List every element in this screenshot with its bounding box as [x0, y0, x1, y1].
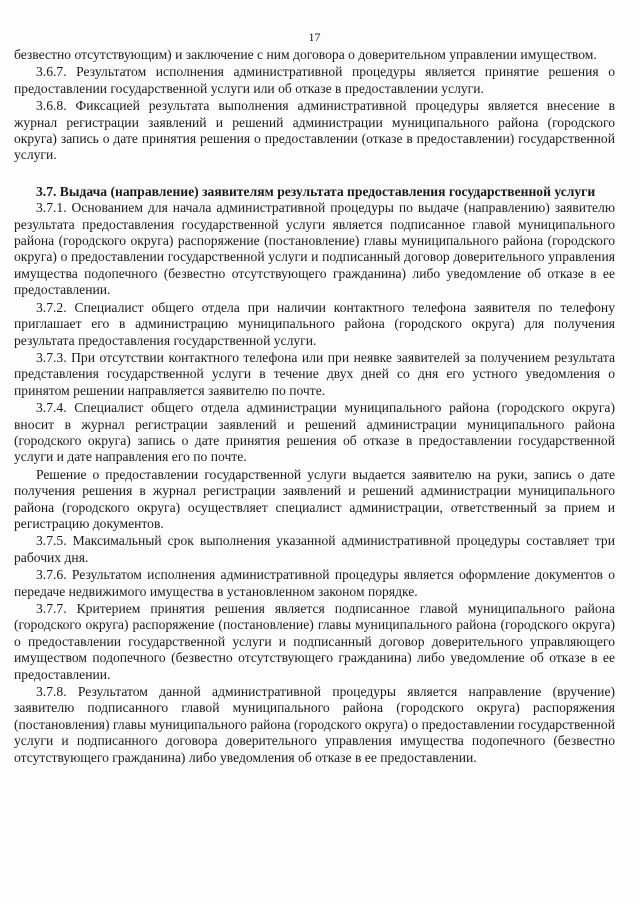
paragraph-3-7-6: 3.7.6. Результатом исполнения административной процедуры является оформление документов о передаче недвижимого имущества в установленном законом порядке. — [14, 567, 615, 599]
paragraph-3-6-8: 3.6.8. Фиксацией результата выполнения административной процедуры является внесение в журнал регистрации заявлений и решений администрации муниципального района (городского округа) запись о дате принятия решения о предоставлении (отказе в предоставлении) государственной услуги. — [14, 98, 615, 163]
section-heading-3-7: 3.7. Выдача (направление) заявителям результата предоставления государственной услуги — [36, 183, 596, 199]
paragraph-3-7-1: 3.7.1. Основанием для начала административной процедуры по выдаче (направлению) заявителю результата предоставления государственной услуги является подписанное главой муниципального района (городского округа) распоряжение (постановление) главы муниципального района (городского округа) о предоставлении государственной услуги и подписанный договор доверительного управления имущества подопечного (безвестно отсутствующего гражданина) либо уведомление об отказе в ее предоставлении. — [14, 200, 615, 298]
paragraph-3-7-4: 3.7.4. Специалист общего отдела администрации муниципального района (городского округа) вносит в журнал регистрации заявлений и решений администрации муниципального района (городского округа) запись о дате принятия решения об отказе в предоставлении государственной услуги и дате направления его по почте. — [14, 400, 615, 465]
paragraph-3-6-7: 3.6.7. Результатом исполнения административной процедуры является принятие решения о предоставлении государственной услуги или об отказе в предоставлении услуги. — [14, 64, 615, 96]
paragraph-3-7-5: 3.7.5. Максимальный срок выполнения указанной административной процедуры составляет три рабочих дня. — [14, 533, 615, 565]
paragraph-3-7-2: 3.7.2. Специалист общего отдела при наличии контактного телефона заявителя по телефону приглашает его в администрацию муниципального района (городского округа) для получения результата предоставления государственной услуги. — [14, 299, 615, 348]
paragraph-decision-issuance: Решение о предоставлении государственной услуги выдается заявителю на руки, запись о дате получения решения в журнал регистрации заявлений и решений администрации муниципального района (городского округа) осуществляет специалист администрации, ответственный за прием и регистрацию документов. — [14, 466, 615, 531]
paragraph-3-7-7: 3.7.7. Критерием принятия решения является подписанное главой муниципального района (городского округа) распоряжение (постановление) главы муниципального района (городского округа) о предоставлении государственной услуги и подписанный договор доверительного управляющего имуществом подопечного (безвестно отсутствующего гражданина) либо уведомление об отказе в ее предоставлении. — [14, 601, 615, 682]
paragraph-continuation: безвестно отсутствующим) и заключение с ним договора о доверительном управлении имуществом. — [14, 47, 597, 62]
paragraph-3-7-8: 3.7.8. Результатом данной административной процедуры является направление (вручение) заявителю подписанного главой муниципального района (городского округа) распоряжения (постановления) главы муниципального района (городского округа) о предоставлении государственной услуги и подписанного договора доверительного управления имущества подопечного (безвестно отсутствующего гражданина) либо уведомления об отказе в ее предоставлении. — [14, 684, 615, 765]
page-number: 17 — [308, 30, 321, 44]
paragraph-3-7-3: 3.7.3. При отсутствии контактного телефона или при неявке заявителей за получением результата представления государственной услуги в течение двух дней со дня его устного уведомления о принятом решении направляется заявителю по почте. — [14, 349, 615, 398]
